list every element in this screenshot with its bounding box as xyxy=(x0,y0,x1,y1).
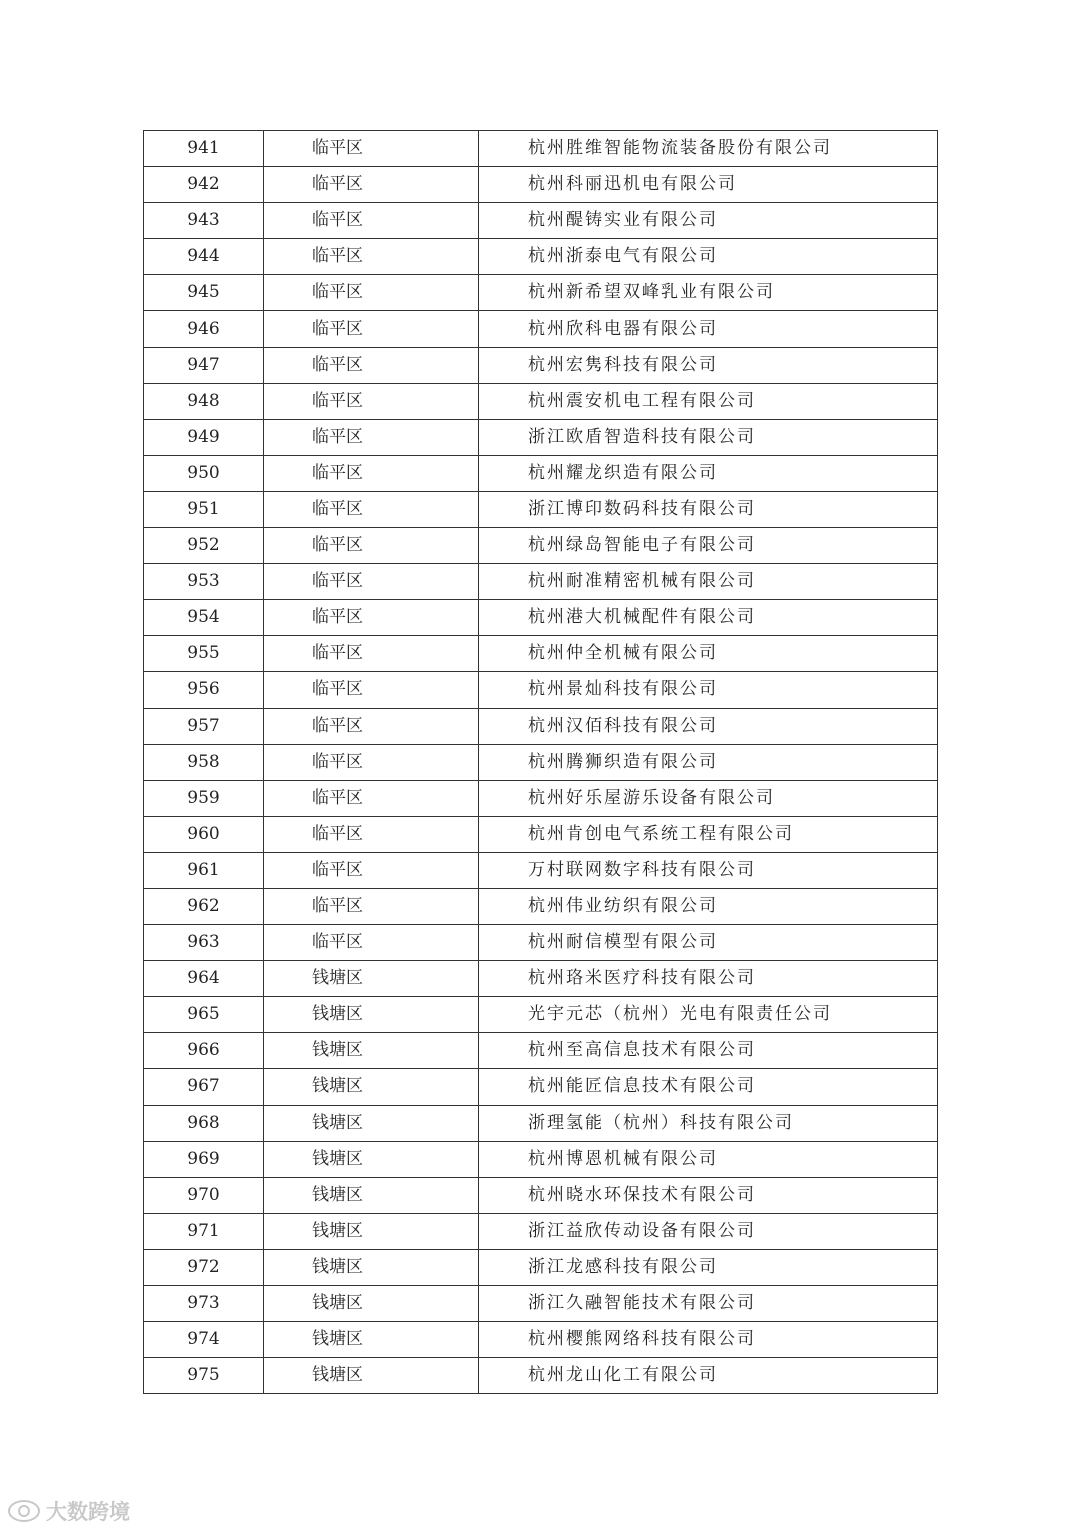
watermark-logo-icon xyxy=(8,1500,40,1522)
row-number: 953 xyxy=(144,564,264,600)
row-company-name: 杭州景灿科技有限公司 xyxy=(479,672,938,708)
table-row xyxy=(144,708,938,744)
table-row xyxy=(144,311,938,347)
row-company-name: 杭州浙泰电气有限公司 xyxy=(479,239,938,275)
row-district: 临平区 xyxy=(264,311,479,347)
row-district: 临平区 xyxy=(264,780,479,816)
table-row xyxy=(144,528,938,564)
table-row xyxy=(144,1249,938,1285)
row-number: 948 xyxy=(144,383,264,419)
row-company-name: 杭州胜维智能物流装备股份有限公司 xyxy=(479,131,938,167)
row-district: 临平区 xyxy=(264,564,479,600)
table-row xyxy=(144,1033,938,1069)
row-district: 临平区 xyxy=(264,600,479,636)
row-district: 临平区 xyxy=(264,203,479,239)
row-company-name: 杭州能匠信息技术有限公司 xyxy=(479,1069,938,1105)
table-row xyxy=(144,1141,938,1177)
row-number: 966 xyxy=(144,1033,264,1069)
row-district: 临平区 xyxy=(264,672,479,708)
table-row xyxy=(144,203,938,239)
row-district: 临平区 xyxy=(264,528,479,564)
row-company-name: 杭州震安机电工程有限公司 xyxy=(479,383,938,419)
row-number: 972 xyxy=(144,1249,264,1285)
row-company-name: 杭州珞米医疗科技有限公司 xyxy=(479,961,938,997)
row-company-name: 杭州腾狮织造有限公司 xyxy=(479,744,938,780)
row-number: 957 xyxy=(144,708,264,744)
row-district: 临平区 xyxy=(264,167,479,203)
row-district: 临平区 xyxy=(264,275,479,311)
row-number: 970 xyxy=(144,1177,264,1213)
row-district: 临平区 xyxy=(264,636,479,672)
row-number: 965 xyxy=(144,997,264,1033)
row-district: 钱塘区 xyxy=(264,1286,479,1322)
row-company-name: 杭州汉佰科技有限公司 xyxy=(479,708,938,744)
row-number: 971 xyxy=(144,1213,264,1249)
row-company-name: 杭州欣科电器有限公司 xyxy=(479,311,938,347)
row-company-name: 杭州耀龙织造有限公司 xyxy=(479,455,938,491)
table-row xyxy=(144,636,938,672)
row-number: 946 xyxy=(144,311,264,347)
row-number: 960 xyxy=(144,816,264,852)
row-company-name: 浙江久融智能技术有限公司 xyxy=(479,1286,938,1322)
row-company-name: 杭州龙山化工有限公司 xyxy=(479,1358,938,1394)
row-number: 942 xyxy=(144,167,264,203)
row-district: 钱塘区 xyxy=(264,1069,479,1105)
watermark xyxy=(8,1496,130,1526)
row-company-name: 浙江欧盾智造科技有限公司 xyxy=(479,419,938,455)
company-list-table xyxy=(143,130,938,1394)
row-district: 临平区 xyxy=(264,708,479,744)
table-row xyxy=(144,1105,938,1141)
table-row xyxy=(144,1322,938,1358)
row-district: 临平区 xyxy=(264,491,479,527)
row-company-name: 光宇元芯（杭州）光电有限责任公司 xyxy=(479,997,938,1033)
row-company-name: 杭州博恩机械有限公司 xyxy=(479,1141,938,1177)
row-company-name: 浙江益欣传动设备有限公司 xyxy=(479,1213,938,1249)
table-row xyxy=(144,744,938,780)
row-company-name: 万村联网数字科技有限公司 xyxy=(479,852,938,888)
table-row xyxy=(144,1213,938,1249)
table-row xyxy=(144,600,938,636)
row-number: 944 xyxy=(144,239,264,275)
row-district: 钱塘区 xyxy=(264,1033,479,1069)
row-company-name: 杭州科丽迅机电有限公司 xyxy=(479,167,938,203)
table-row xyxy=(144,780,938,816)
row-number: 975 xyxy=(144,1358,264,1394)
row-company-name: 杭州宏隽科技有限公司 xyxy=(479,347,938,383)
row-number: 949 xyxy=(144,419,264,455)
row-company-name: 杭州耐准精密机械有限公司 xyxy=(479,564,938,600)
row-company-name: 杭州绿岛智能电子有限公司 xyxy=(479,528,938,564)
table-row xyxy=(144,419,938,455)
table-row xyxy=(144,347,938,383)
table-row xyxy=(144,925,938,961)
row-number: 959 xyxy=(144,780,264,816)
row-number: 974 xyxy=(144,1322,264,1358)
row-district: 临平区 xyxy=(264,925,479,961)
table-row xyxy=(144,961,938,997)
row-district: 临平区 xyxy=(264,347,479,383)
row-number: 951 xyxy=(144,491,264,527)
table-row xyxy=(144,239,938,275)
row-number: 964 xyxy=(144,961,264,997)
table-row xyxy=(144,455,938,491)
row-company-name: 浙江博印数码科技有限公司 xyxy=(479,491,938,527)
table-row xyxy=(144,816,938,852)
row-number: 945 xyxy=(144,275,264,311)
row-district: 临平区 xyxy=(264,816,479,852)
row-district: 临平区 xyxy=(264,131,479,167)
row-number: 968 xyxy=(144,1105,264,1141)
row-district: 钱塘区 xyxy=(264,1358,479,1394)
table-row xyxy=(144,131,938,167)
table-row xyxy=(144,1177,938,1213)
row-number: 947 xyxy=(144,347,264,383)
row-number: 958 xyxy=(144,744,264,780)
table-row xyxy=(144,383,938,419)
table-row xyxy=(144,275,938,311)
row-district: 钱塘区 xyxy=(264,1177,479,1213)
row-number: 956 xyxy=(144,672,264,708)
row-company-name: 杭州耐信模型有限公司 xyxy=(479,925,938,961)
table-row xyxy=(144,564,938,600)
company-list-body xyxy=(144,131,938,1394)
row-district: 钱塘区 xyxy=(264,1105,479,1141)
row-company-name: 杭州仲全机械有限公司 xyxy=(479,636,938,672)
row-company-name: 杭州樱熊网络科技有限公司 xyxy=(479,1322,938,1358)
row-district: 钱塘区 xyxy=(264,997,479,1033)
row-district: 钱塘区 xyxy=(264,1141,479,1177)
table-row xyxy=(144,1358,938,1394)
table-row xyxy=(144,672,938,708)
row-company-name: 浙理氢能（杭州）科技有限公司 xyxy=(479,1105,938,1141)
row-district: 钱塘区 xyxy=(264,1322,479,1358)
row-district: 临平区 xyxy=(264,744,479,780)
table-row xyxy=(144,888,938,924)
row-number: 952 xyxy=(144,528,264,564)
row-district: 钱塘区 xyxy=(264,1249,479,1285)
table-row xyxy=(144,1286,938,1322)
row-number: 967 xyxy=(144,1069,264,1105)
table-row xyxy=(144,997,938,1033)
row-district: 临平区 xyxy=(264,383,479,419)
row-number: 969 xyxy=(144,1141,264,1177)
row-company-name: 杭州好乐屋游乐设备有限公司 xyxy=(479,780,938,816)
row-district: 临平区 xyxy=(264,852,479,888)
row-number: 941 xyxy=(144,131,264,167)
table-row xyxy=(144,1069,938,1105)
row-company-name: 浙江龙感科技有限公司 xyxy=(479,1249,938,1285)
row-district: 钱塘区 xyxy=(264,961,479,997)
row-number: 950 xyxy=(144,455,264,491)
row-number: 963 xyxy=(144,925,264,961)
row-district: 临平区 xyxy=(264,888,479,924)
table-row xyxy=(144,852,938,888)
watermark-text: 大数跨境 xyxy=(46,1500,130,1524)
row-number: 955 xyxy=(144,636,264,672)
row-company-name: 杭州晓水环保技术有限公司 xyxy=(479,1177,938,1213)
row-district: 钱塘区 xyxy=(264,1213,479,1249)
table-row xyxy=(144,167,938,203)
table-row xyxy=(144,491,938,527)
row-number: 943 xyxy=(144,203,264,239)
row-company-name: 杭州伟业纺织有限公司 xyxy=(479,888,938,924)
row-company-name: 杭州新希望双峰乳业有限公司 xyxy=(479,275,938,311)
row-company-name: 杭州肯创电气系统工程有限公司 xyxy=(479,816,938,852)
row-number: 954 xyxy=(144,600,264,636)
row-district: 临平区 xyxy=(264,419,479,455)
row-number: 962 xyxy=(144,888,264,924)
row-company-name: 杭州港大机械配件有限公司 xyxy=(479,600,938,636)
row-number: 961 xyxy=(144,852,264,888)
row-district: 临平区 xyxy=(264,455,479,491)
row-company-name: 杭州醍铸实业有限公司 xyxy=(479,203,938,239)
row-number: 973 xyxy=(144,1286,264,1322)
row-company-name: 杭州至高信息技术有限公司 xyxy=(479,1033,938,1069)
row-district: 临平区 xyxy=(264,239,479,275)
